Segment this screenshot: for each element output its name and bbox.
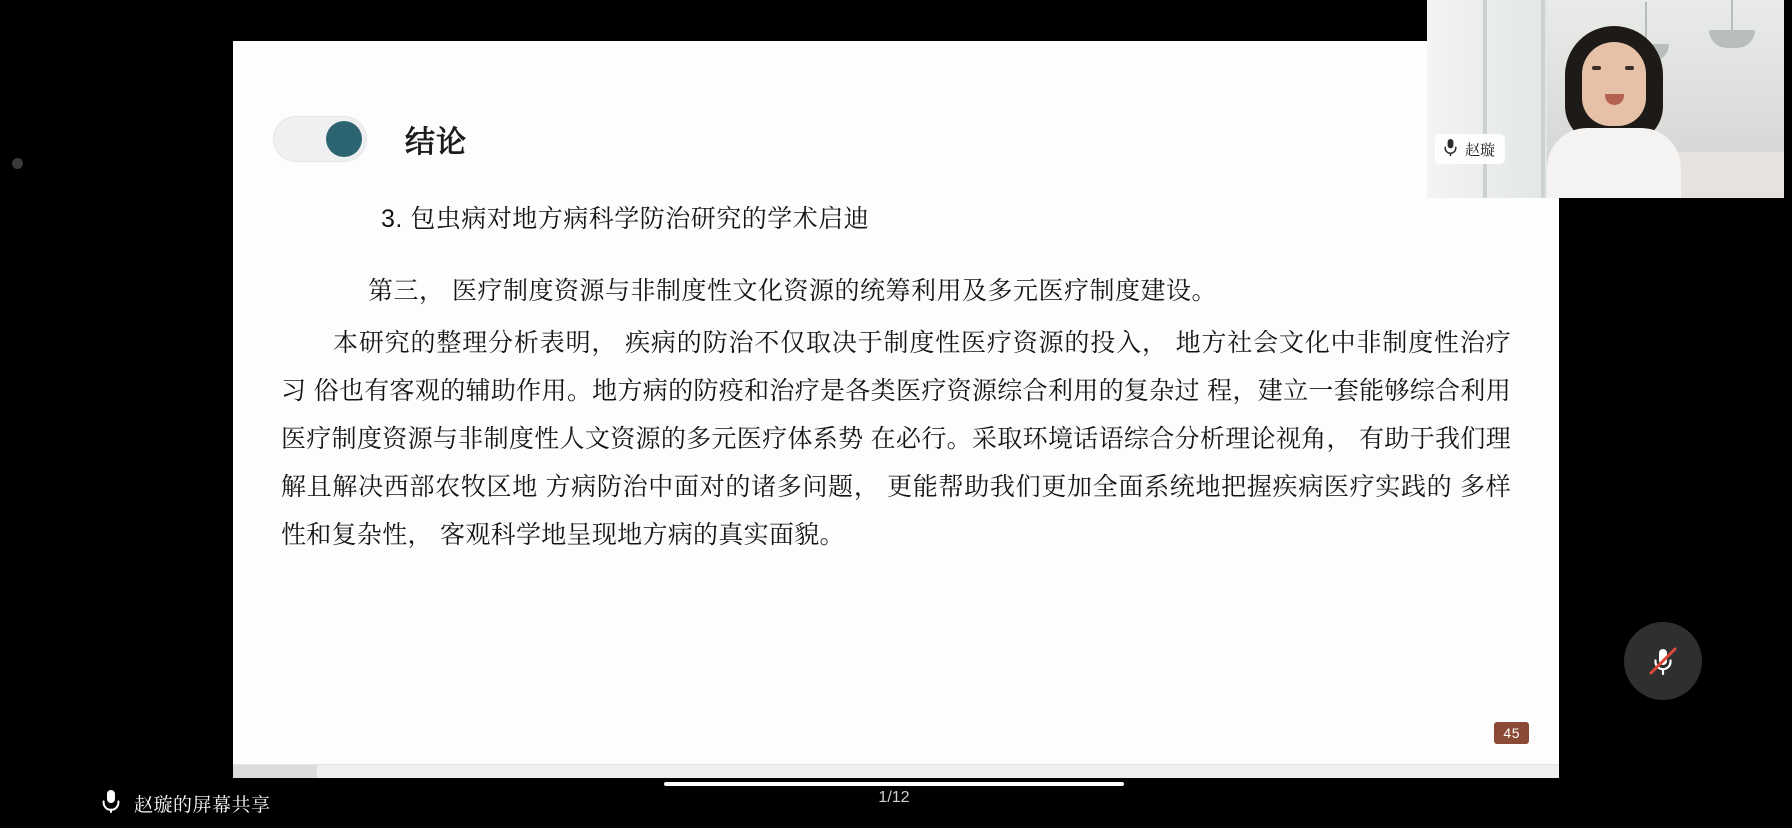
microphone-muted-icon bbox=[1643, 641, 1683, 681]
microphone-icon bbox=[1442, 137, 1459, 162]
participant-name-label: 赵璇 bbox=[1465, 141, 1496, 159]
participant-figure bbox=[1539, 20, 1689, 198]
shared-slide[interactable] bbox=[233, 41, 1559, 786]
figure-face bbox=[1582, 42, 1646, 126]
background-window bbox=[1427, 0, 1547, 198]
slide-content bbox=[233, 41, 1559, 786]
decorative-dot bbox=[12, 158, 23, 169]
share-owner-label: 赵璇的屏幕共享 bbox=[134, 794, 271, 816]
participant-video-tile[interactable] bbox=[1427, 0, 1784, 198]
background-mullion bbox=[1483, 0, 1487, 198]
slide-lead-paragraph: 第三， 医疗制度资源与非制度性文化资源的统筹利用及多元医疗制度建设。 bbox=[368, 277, 1217, 305]
background-lamp bbox=[1709, 30, 1755, 48]
toggle-knob bbox=[326, 121, 362, 157]
playback-scrubber[interactable] bbox=[664, 776, 1124, 806]
slide-title-row bbox=[273, 116, 467, 162]
figure-eye-right bbox=[1625, 66, 1634, 70]
slide-page-badge: 45 bbox=[1494, 722, 1529, 744]
slide-title: 结论 bbox=[405, 126, 467, 159]
participant-name-chip bbox=[1435, 134, 1505, 164]
figure-eye-left bbox=[1592, 66, 1601, 70]
mute-microphone-button[interactable] bbox=[1624, 622, 1702, 700]
page-counter: 1/12 bbox=[878, 789, 910, 806]
scrubber-track[interactable] bbox=[664, 782, 1124, 786]
share-info bbox=[100, 788, 271, 819]
microphone-icon bbox=[100, 788, 122, 819]
slide-body-paragraph: 本研究的整理分析表明， 疾病的防治不仅取决于制度性医疗资源的投入， 地方社会文化中非制度性治疗习 俗也有客观的辅助作用。地方病的防疫和治疗是各类医疗资源综合利用的复杂过 程，建立一套能够综合利用医疗制度资源与非制度性人文资源的多元医疗体系势 在必行。采取环境话语综合分析理论视角， 有助于我们理解且解决西部农牧区地 方病防治中面对的诸多问题， 更能帮助我们更加全面系统地把握疾病医疗实践的 多样性和复杂性， 客观科学地呈现地方病的真实面貌。 bbox=[281, 329, 1511, 549]
slide-sub-heading: 3. 包虫病对地方病科学防治研究的学术启迪 bbox=[381, 205, 870, 233]
figure-torso bbox=[1547, 128, 1681, 198]
toggle-bullet-decoration bbox=[273, 116, 367, 162]
